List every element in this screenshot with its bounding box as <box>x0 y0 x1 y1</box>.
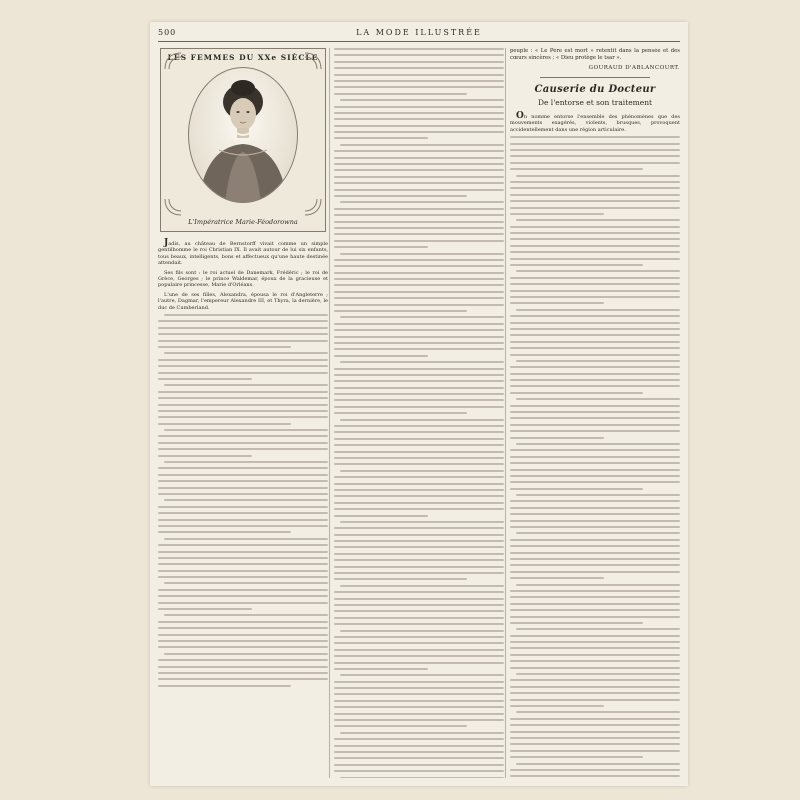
illegible-text-block <box>334 48 504 778</box>
article-paragraph: On nomme entorse l'ensemble des phénomènes que des mouvements exagérés, violents, brusques, provoquent accidentellement dans une région articulaire. <box>510 111 680 133</box>
corner-ornament <box>303 197 323 217</box>
feature-title: LES FEMMES DU XXe SIÈCLE <box>167 53 319 62</box>
section-subtitle: De l'entorse et son traitement <box>537 98 653 107</box>
magazine-page <box>150 22 688 786</box>
illegible-text-block <box>510 136 680 778</box>
portrait-caption: L'Impératrice Marie-Féodorowna <box>188 218 298 226</box>
portrait-oval <box>188 67 298 203</box>
corner-ornament <box>163 197 183 217</box>
author-signature: GOURAUD D'ABLANCOURT. <box>588 65 680 71</box>
column-separator <box>329 48 330 778</box>
header-rule <box>158 41 680 42</box>
corner-ornament <box>163 51 183 71</box>
article-paragraph: Ses fils sont : le roi actuel de Danemark, Frédéric ; le roi de Grèce, Georges ; le prince Waldemar, époux de la gracieuse et populaire princesse, Marie d'Orléans. <box>158 269 328 289</box>
article-paragraph: L'une de ses filles, Alexandra, épousa le roi d'Angleterre ; l'autre, Dagmar, l'empereur Alexandre III, et Thyra, la dernière, le duc de Cumberland. <box>158 291 328 311</box>
section-title: Causerie du Docteur <box>534 84 656 95</box>
column-separator <box>505 48 506 778</box>
column-1 <box>158 48 328 778</box>
page-header <box>158 28 680 42</box>
column-2 <box>334 48 504 778</box>
article-paragraph: Jadis, au château de Bernstorff vivait comme un simple gentilhomme le roi Christian IX. Il avait autour de lui six enfants, tous beaux, intelligents, bons et affectueux qu'une haute destinée attendait. <box>158 238 328 267</box>
article-closing-text: peuple : « Le Père est mort » retentit dans la pensée et des cœurs sincères ; « Dieu protège le tsar ». <box>510 48 680 61</box>
section-divider <box>540 77 650 78</box>
portrait-frame <box>160 48 326 232</box>
empress-portrait <box>189 68 297 202</box>
corner-ornament <box>303 51 323 71</box>
masthead: LA MODE ILLUSTRÉE <box>356 28 482 37</box>
illegible-text-block <box>158 314 328 687</box>
page-number: 500 <box>158 28 177 37</box>
column-3 <box>510 48 680 778</box>
